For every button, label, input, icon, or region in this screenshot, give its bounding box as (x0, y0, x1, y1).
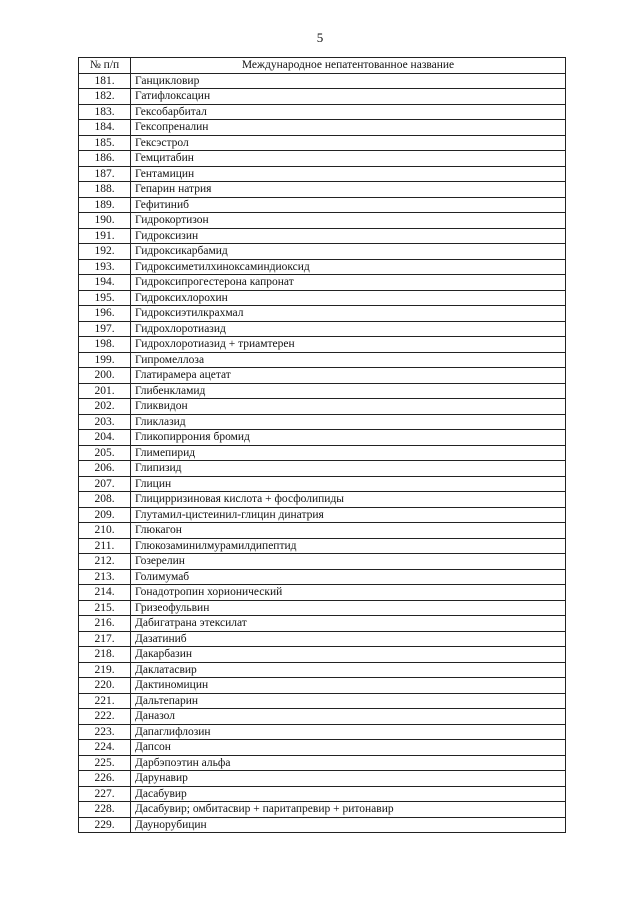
drug-name-cell: Гатифлоксацин (131, 89, 566, 105)
row-number-cell: 187. (79, 166, 131, 182)
drug-name-cell: Глицин (131, 476, 566, 492)
row-number-cell: 221. (79, 693, 131, 709)
drug-name-cell: Дакарбазин (131, 647, 566, 663)
drug-name-cell: Ганцикловир (131, 73, 566, 89)
column-header-name: Международное непатентованное название (131, 58, 566, 74)
table-row (79, 755, 566, 771)
table-row (79, 616, 566, 632)
row-number-cell: 182. (79, 89, 131, 105)
drug-name-cell: Гидроксипрогестерона капронат (131, 275, 566, 291)
drug-name-cell: Глипизид (131, 461, 566, 477)
drug-name-cell: Гексобарбитал (131, 104, 566, 120)
row-number-cell: 215. (79, 600, 131, 616)
table-row (79, 213, 566, 229)
drug-list-table (78, 57, 566, 833)
table-row (79, 771, 566, 787)
row-number-cell: 193. (79, 259, 131, 275)
table-row (79, 523, 566, 539)
table-row (79, 554, 566, 570)
drug-name-cell: Гликлазид (131, 414, 566, 430)
table-row (79, 182, 566, 198)
drug-name-cell: Гентамицин (131, 166, 566, 182)
table-row (79, 383, 566, 399)
drug-name-cell: Гидроксизин (131, 228, 566, 244)
row-number-cell: 191. (79, 228, 131, 244)
drug-name-cell: Глибенкламид (131, 383, 566, 399)
table-row (79, 290, 566, 306)
table-row (79, 631, 566, 647)
row-number-cell: 217. (79, 631, 131, 647)
row-number-cell: 222. (79, 709, 131, 725)
row-number-cell: 209. (79, 507, 131, 523)
row-number-cell: 227. (79, 786, 131, 802)
row-number-cell: 224. (79, 740, 131, 756)
table-row (79, 492, 566, 508)
row-number-cell: 188. (79, 182, 131, 198)
table-row (79, 430, 566, 446)
row-number-cell: 212. (79, 554, 131, 570)
row-number-cell: 189. (79, 197, 131, 213)
table-row (79, 337, 566, 353)
table-row (79, 399, 566, 415)
drug-name-cell: Глицирризиновая кислота + фосфолипиды (131, 492, 566, 508)
row-number-cell: 204. (79, 430, 131, 446)
table-row (79, 600, 566, 616)
drug-name-cell: Дапаглифлозин (131, 724, 566, 740)
drug-name-cell: Гликвидон (131, 399, 566, 415)
table-row (79, 73, 566, 89)
drug-name-cell: Гидрохлоротиазид (131, 321, 566, 337)
table-row (79, 228, 566, 244)
row-number-cell: 206. (79, 461, 131, 477)
table-row (79, 244, 566, 260)
row-number-cell: 216. (79, 616, 131, 632)
row-number-cell: 192. (79, 244, 131, 260)
drug-name-cell: Гексэстрол (131, 135, 566, 151)
row-number-cell: 228. (79, 802, 131, 818)
drug-name-cell: Голимумаб (131, 569, 566, 585)
table-row (79, 709, 566, 725)
table-row (79, 693, 566, 709)
table-row (79, 678, 566, 694)
row-number-cell: 185. (79, 135, 131, 151)
drug-name-cell: Гидрокортизон (131, 213, 566, 229)
drug-name-cell: Дасабувир (131, 786, 566, 802)
drug-name-cell: Гипромеллоза (131, 352, 566, 368)
table-row (79, 662, 566, 678)
row-number-cell: 226. (79, 771, 131, 787)
row-number-cell: 213. (79, 569, 131, 585)
row-number-cell: 211. (79, 538, 131, 554)
drug-name-cell: Гепарин натрия (131, 182, 566, 198)
drug-name-cell: Глатирамера ацетат (131, 368, 566, 384)
row-number-cell: 202. (79, 399, 131, 415)
row-number-cell: 198. (79, 337, 131, 353)
row-number-cell: 186. (79, 151, 131, 167)
drug-name-cell: Даназол (131, 709, 566, 725)
table-row (79, 151, 566, 167)
table-row (79, 585, 566, 601)
drug-name-cell: Гидроксикарбамид (131, 244, 566, 260)
table-row (79, 724, 566, 740)
table-row (79, 166, 566, 182)
row-number-cell: 190. (79, 213, 131, 229)
drug-name-cell: Гидроксиэтилкрахмал (131, 306, 566, 322)
row-number-cell: 200. (79, 368, 131, 384)
drug-name-cell: Гонадотропин хорионический (131, 585, 566, 601)
drug-name-cell: Гидроксиметилхиноксаминдиоксид (131, 259, 566, 275)
drug-name-cell: Даунорубицин (131, 817, 566, 833)
table-row (79, 414, 566, 430)
row-number-cell: 196. (79, 306, 131, 322)
table-row (79, 569, 566, 585)
table-row (79, 368, 566, 384)
row-number-cell: 201. (79, 383, 131, 399)
drug-name-cell: Глюкагон (131, 523, 566, 539)
drug-name-cell: Даклатасвир (131, 662, 566, 678)
row-number-cell: 205. (79, 445, 131, 461)
row-number-cell: 225. (79, 755, 131, 771)
table-row (79, 275, 566, 291)
drug-name-cell: Дальтепарин (131, 693, 566, 709)
table-row (79, 197, 566, 213)
table-row (79, 306, 566, 322)
table-row (79, 135, 566, 151)
table-row (79, 352, 566, 368)
drug-name-cell: Дарбэпоэтин альфа (131, 755, 566, 771)
drug-name-cell: Дазатиниб (131, 631, 566, 647)
row-number-cell: 208. (79, 492, 131, 508)
drug-name-cell: Дапсон (131, 740, 566, 756)
row-number-cell: 207. (79, 476, 131, 492)
row-number-cell: 183. (79, 104, 131, 120)
column-header-number: № п/п (79, 58, 131, 74)
row-number-cell: 229. (79, 817, 131, 833)
row-number-cell: 194. (79, 275, 131, 291)
row-number-cell: 219. (79, 662, 131, 678)
table-row (79, 461, 566, 477)
table-row (79, 647, 566, 663)
drug-name-cell: Глутамил-цистеинил-глицин динатрия (131, 507, 566, 523)
row-number-cell: 214. (79, 585, 131, 601)
drug-name-cell: Гризеофульвин (131, 600, 566, 616)
row-number-cell: 218. (79, 647, 131, 663)
drug-name-cell: Глимепирид (131, 445, 566, 461)
drug-name-cell: Дабигатрана этексилат (131, 616, 566, 632)
row-number-cell: 181. (79, 73, 131, 89)
table-row (79, 445, 566, 461)
table-row (79, 802, 566, 818)
drug-name-cell: Гексопреналин (131, 120, 566, 136)
drug-name-cell: Гидроксихлорохин (131, 290, 566, 306)
row-number-cell: 220. (79, 678, 131, 694)
drug-name-cell: Дасабувир; омбитасвир + паритапревир + ритонавир (131, 802, 566, 818)
table-header-row (79, 58, 566, 74)
drug-name-cell: Дарунавир (131, 771, 566, 787)
table-row (79, 817, 566, 833)
table-row (79, 120, 566, 136)
table-row (79, 740, 566, 756)
drug-name-cell: Гозерелин (131, 554, 566, 570)
row-number-cell: 223. (79, 724, 131, 740)
table-row (79, 321, 566, 337)
drug-name-cell: Гемцитабин (131, 151, 566, 167)
page-number: 5 (316, 30, 324, 45)
row-number-cell: 203. (79, 414, 131, 430)
table-row (79, 259, 566, 275)
row-number-cell: 210. (79, 523, 131, 539)
table-row (79, 786, 566, 802)
table-row (79, 104, 566, 120)
table-row (79, 89, 566, 105)
drug-name-cell: Гликопиррония бромид (131, 430, 566, 446)
drug-name-cell: Гидрохлоротиазид + триамтерен (131, 337, 566, 353)
drug-name-cell: Глюкозаминилмурамилдипептид (131, 538, 566, 554)
table-row (79, 507, 566, 523)
row-number-cell: 184. (79, 120, 131, 136)
row-number-cell: 197. (79, 321, 131, 337)
table-row (79, 476, 566, 492)
table-body (79, 73, 566, 833)
row-number-cell: 195. (79, 290, 131, 306)
drug-name-cell: Дактиномицин (131, 678, 566, 694)
table-row (79, 538, 566, 554)
drug-name-cell: Гефитиниб (131, 197, 566, 213)
row-number-cell: 199. (79, 352, 131, 368)
